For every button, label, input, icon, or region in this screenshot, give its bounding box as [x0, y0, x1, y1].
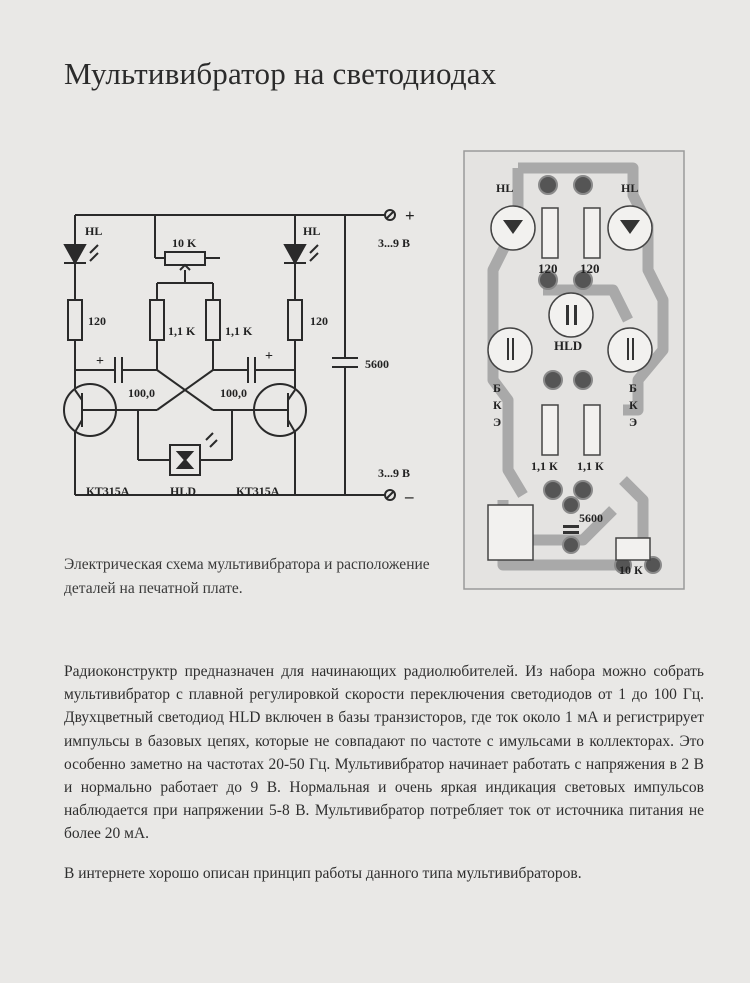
label-volt-bottom: 3...9 В	[378, 466, 411, 480]
paragraph: Радиоконструктр предназначен для начинающих радиолюбителей. Из набора можно собрать мультивибратор с плавной регулировкой скорости переключения светодиодов от 1 до 100 Гц. Двухцветный светодиод HLD включен в базы транзисторов, где ток около 1 мА и регистрирует импульсы в базовых цепях, которые не совпадают по частоте с имульсами в коллекторах. Это особенно заметно на частотах 20-50 Гц. Мультивибратор начинает работать с напряжения в 2 В и нормально работает до 9 В. Нормальная и очень яркая индикация световых импульсов наблюдается при напряжении 5-8 В. Мультивибратор потребляет ток от источника питания не более 20 мА.	[64, 663, 704, 843]
figure-caption: Электрическая схема мультивибратора и расположение деталей на печатной плате.	[64, 556, 430, 597]
pcb-pin-right-e: Э	[629, 415, 638, 429]
circuit-schematic	[60, 195, 440, 515]
label-led-left: HL	[85, 224, 103, 238]
label-c-plus-right: +	[265, 349, 273, 364]
label-r-mid-right: 1,1 K	[225, 324, 253, 338]
pcb-pin-left-b: Б	[493, 381, 501, 395]
paragraph: В интернете хорошо описан принцип работы данного типа мультивибраторов.	[64, 864, 582, 882]
pcb-label-r-mid-right: 1,1 К	[577, 459, 604, 473]
label-t-left: КТ315А	[86, 484, 130, 498]
label-volt-top: 3...9 В	[378, 236, 411, 250]
label-term-minus: –	[405, 487, 414, 506]
pcb-label-r-mid-left: 1,1 К	[531, 459, 558, 473]
pcb-label-r-left: 120	[538, 261, 558, 276]
label-r-right: 120	[310, 314, 328, 328]
label-c-plus-left: +	[96, 354, 104, 369]
pcb-pin-right-k: К	[629, 398, 638, 412]
label-led-mid: HLD	[170, 484, 197, 498]
pcb-label-pot: 10 К	[619, 563, 643, 577]
label-t-right: КТ315А	[236, 484, 280, 498]
label-r-mid-left: 1,1 K	[168, 324, 196, 338]
label-c-filter: 5600	[365, 357, 389, 371]
label-term-plus: +	[405, 206, 415, 225]
pcb-layout	[463, 150, 685, 590]
pcb-label-cap: 5600	[579, 511, 603, 525]
page-title: Мультивибратор на светодиодах	[64, 56, 497, 91]
label-r-left: 120	[88, 314, 106, 328]
pcb-label-r-right: 120	[580, 261, 600, 276]
pcb-label-hl-left: HL	[496, 181, 514, 195]
label-led-right: HL	[303, 224, 321, 238]
pcb-label-hld: HLD	[554, 338, 583, 353]
label-pot: 10 K	[172, 236, 197, 250]
pcb-label-hl-right: HL	[621, 181, 639, 195]
label-c-right: 100,0	[220, 386, 247, 400]
pcb-pin-left-e: Э	[493, 415, 502, 429]
pcb-pin-right-b: Б	[629, 381, 637, 395]
article-body	[64, 660, 704, 885]
pcb-pin-left-k: К	[493, 398, 502, 412]
label-c-left: 100,0	[128, 386, 155, 400]
